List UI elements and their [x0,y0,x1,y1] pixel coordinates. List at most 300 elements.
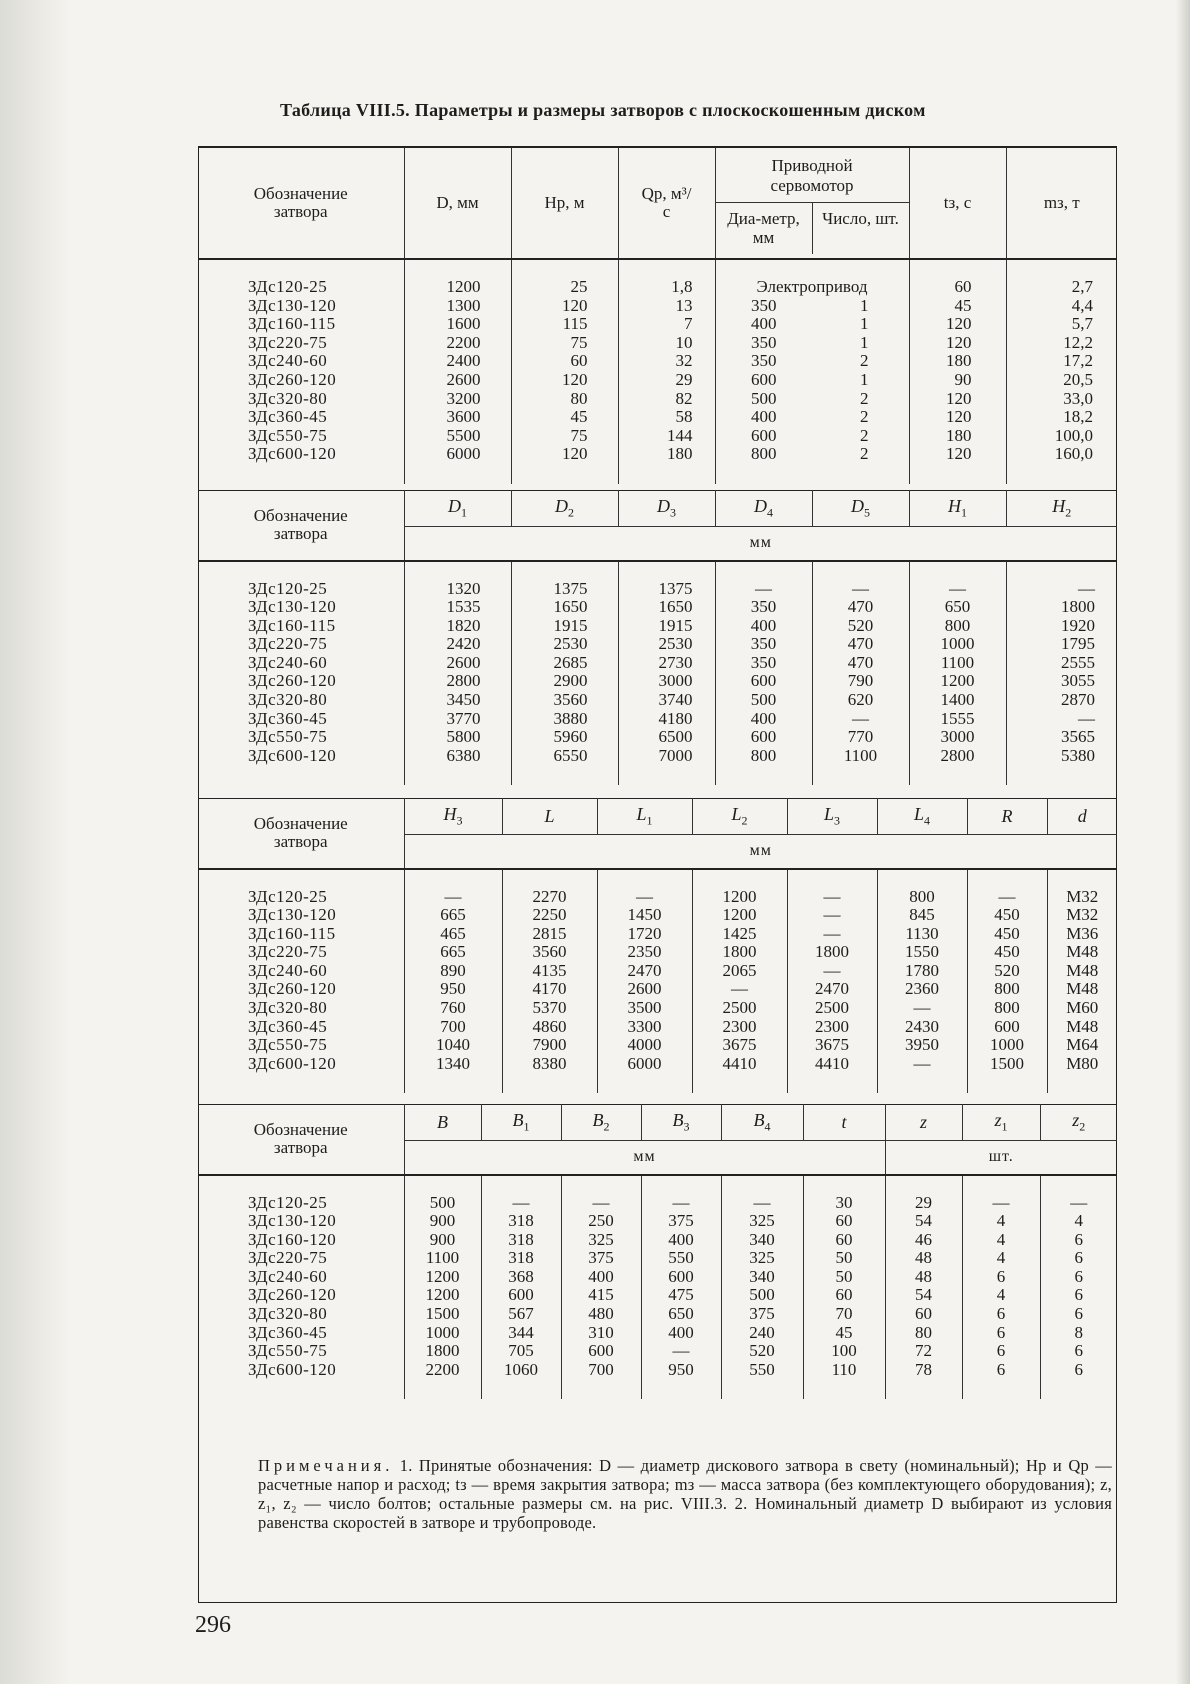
table-cell: 17,2 [1063,351,1094,371]
table-cell: — [731,979,748,999]
table-cell: 1100 [425,1248,460,1268]
table-cell: 60 [835,1211,853,1231]
table-cell: ЗДс240-60 [248,351,328,371]
table-cell: 1200 [722,905,757,925]
table-cell: ЗДс550-75 [248,727,328,747]
col-z2 [1040,1175,1117,1400]
table-cell: 350 [750,634,777,654]
table-cell: — [852,578,869,598]
table-cell: — [672,1341,690,1361]
table-cell: 1100 [940,652,975,672]
table-cell: 600 [751,425,777,445]
table-cell: — [672,1192,690,1212]
table-cell: М48 [1066,1016,1099,1036]
header-H2: $H_2$ [1006,491,1117,527]
table-cell: ЗДс160-115 [248,314,336,334]
header-H1: $H_1$ [909,491,1006,527]
table-cell: 20,5 [1063,369,1094,389]
table-cell: 7 [684,314,693,334]
table-cell: — [949,578,966,598]
table-cell: 1,8 [671,277,693,296]
table-cell: 3055 [1061,671,1095,691]
electric-drive-label: Электропривод [756,277,868,296]
header-D4: $D_4$ [715,491,812,527]
table-cell: 1200 [425,1266,460,1286]
table-cell: 6 [996,1341,1006,1361]
table-cell: 5800 [446,727,481,747]
table-cell: 6 [1074,1285,1083,1305]
table-cell: 4 [996,1211,1006,1231]
header-L2: $L_2$ [692,799,787,835]
table-cell: 450 [994,905,1020,925]
table-cell: 650 [668,1304,694,1324]
table-cell: ЗДс120-25 [248,578,328,598]
table-cell: 344 [508,1322,534,1342]
table-cell: 4860 [532,1016,567,1036]
table-cell: 890 [440,960,466,980]
notes-lead: Примечания. [258,1456,394,1475]
header-designation: Обозначение затвора [198,799,404,869]
table-cell: 250 [588,1211,614,1231]
table-cell: 1000 [990,1035,1024,1055]
table-cell: 705 [508,1341,534,1361]
table-cell: — [852,708,869,728]
table-cell: 1200 [446,277,481,296]
table-cell: — [1078,578,1095,598]
table-cell: 2 [860,407,869,427]
table-cell: 6 [996,1304,1006,1324]
table-cell: 700 [588,1359,614,1379]
table-cell: 2430 [905,1016,939,1036]
scan-edge-right [1176,0,1190,1684]
table-cell: — [592,1192,610,1212]
table-cell: 318 [508,1229,534,1249]
header-L: L [502,799,597,835]
table-cell: ЗДс130-120 [248,905,337,925]
table-cell: 2 [860,388,869,408]
table-cell: 6 [1074,1266,1083,1286]
table-cell: 1800 [815,942,849,962]
table-cell: 480 [588,1304,614,1324]
table-cell: — [1070,1192,1088,1212]
unit-mm: мм [404,835,1117,869]
table-cell: 2555 [1061,652,1095,672]
table-cell: 3000 [658,671,693,691]
table-cell: 72 [915,1341,932,1361]
table-cell: 6 [1074,1359,1083,1379]
table-cell: 2420 [446,634,481,654]
header-D3: $D_3$ [618,491,715,527]
table-cell: 2730 [658,652,693,672]
table-cell: ЗДс130-120 [248,597,337,617]
table-cell: 2530 [658,634,693,654]
table-cell: 12,2 [1063,332,1094,352]
table-cell: ЗДс220-75 [248,634,328,654]
table-cell: 1200 [940,671,975,691]
table-cell: 770 [847,727,874,747]
table-cell: М48 [1066,942,1099,962]
table-cell: 845 [909,905,935,925]
table-cell: — [913,998,931,1018]
table-cell: 650 [944,597,971,617]
table-cell: 500 [751,388,777,408]
table-cell: 1300 [446,295,481,315]
col-D [404,259,511,484]
col-d [1047,869,1117,1094]
table-cell: 2 [860,351,869,371]
table-cell: 100 [831,1341,857,1361]
table-cell: 60 [915,1304,932,1324]
table-cell: 75 [570,332,588,352]
header-servomotor: Приводной сервомотор [716,152,909,202]
table-cell: 4170 [532,979,567,999]
table-cell: 5,7 [1071,314,1094,334]
table-cell: 6000 [446,444,481,464]
table-cell: 415 [588,1285,614,1305]
table-cell: 6 [1074,1304,1083,1324]
table-cell: 500 [429,1192,456,1212]
table-cell: 325 [588,1229,614,1249]
table-cell: 80 [570,388,588,408]
table-block-dimensions-3 [198,1104,1117,1399]
table-cell: 620 [847,690,874,710]
header-B3: $B_3$ [641,1105,721,1141]
table-cell: 350 [750,597,777,617]
col-designation [198,259,404,484]
header-R: R [967,799,1047,835]
table-cell: 3200 [446,388,481,408]
table-cell: 90 [954,369,972,389]
table-cell: 48 [915,1248,932,1268]
table-cell: 2470 [815,979,849,999]
table-cell: 1375 [658,578,693,598]
table-cell: 54 [915,1285,932,1305]
table-cell: 240 [749,1322,775,1342]
table-cell: 45 [570,407,588,427]
table-cell: 120 [946,444,972,464]
table-cell: 520 [847,615,874,635]
table-cell: 1500 [990,1053,1024,1073]
table-notes [258,1457,1112,1533]
table-cell: 1130 [905,923,939,943]
table-cell: ЗДс160-115 [248,923,336,943]
table-cell: 2470 [627,960,662,980]
header-Qp: Qр, м³/с [618,147,715,259]
table-cell: 60 [954,277,972,296]
page-number: 296 [195,1612,231,1638]
header-L4: $L_4$ [877,799,967,835]
table-cell: — [823,886,841,906]
table-cell: 1340 [436,1053,470,1073]
header-d: d [1047,799,1117,835]
table-cell: 29 [675,369,693,389]
table-cell: 120 [946,388,972,408]
header-t3: tз, с [909,147,1006,259]
table-cell: 2065 [722,960,757,980]
table-cell: — [823,905,841,925]
table-cell: 78 [915,1359,932,1379]
table-cell: 800 [909,886,935,906]
col-designation [198,869,404,1094]
table-cell: 375 [668,1211,694,1231]
header-m3: mз, т [1006,147,1117,259]
header-D1: $D_1$ [404,491,511,527]
table-cell: 6 [996,1322,1006,1342]
table-cell: 800 [750,745,777,765]
table-cell: 1000 [940,634,975,654]
table-cell: ЗДс320-80 [248,388,328,408]
table-cell: 3880 [553,708,588,728]
table-cell: 60 [835,1229,853,1249]
header-z1: $z_1$ [962,1105,1040,1141]
col-servo-diameter [716,297,813,464]
table-cell: 567 [508,1304,534,1324]
table-cell: 180 [946,351,972,371]
scan-edge-left [0,0,70,1684]
table-cell: 2530 [553,634,588,654]
table-cell: 3740 [658,690,693,710]
table-cell: 1720 [627,923,662,943]
table-cell: 7900 [532,1035,567,1055]
header-servo-count: Число, шт. [822,208,899,228]
table-cell: 1920 [1061,615,1095,635]
table-cell: 3950 [905,1035,939,1055]
header-L1: $L_1$ [597,799,692,835]
table-cell: 375 [588,1248,614,1268]
col-B [404,1175,481,1400]
table-cell: 3675 [815,1035,849,1055]
col-L [502,869,597,1094]
table-cell: М36 [1066,923,1099,943]
table-cell: 2 [860,444,869,464]
table-caption: Таблица VIII.5. Параметры и размеры затворов с плоскоскошенным диском [280,100,926,120]
table-cell: 13 [675,295,693,315]
table-cell: 5500 [446,425,481,445]
table-cell: 2500 [815,998,849,1018]
table-cell: 350 [751,332,777,352]
table-cell: 1450 [627,905,662,925]
table-cell: ЗДс320-80 [248,1304,328,1324]
col-H1 [909,561,1006,786]
table-cell: ЗДс360-45 [248,1016,328,1036]
table-cell: 1 [860,369,869,389]
table-cell: 900 [429,1211,456,1231]
table-cell: М60 [1066,998,1099,1018]
table-cell: 600 [994,1016,1020,1036]
table-cell: М64 [1066,1035,1099,1055]
table-cell: М32 [1066,905,1099,925]
table-cell: 800 [994,979,1020,999]
col-Hp [511,259,618,484]
table-cell: 4410 [815,1053,849,1073]
table-cell: 6 [1074,1248,1083,1268]
table-cell: 3450 [446,690,481,710]
table-cell: ЗДс600-120 [248,444,337,464]
table-cell: 900 [429,1229,456,1249]
table-cell: — [992,1192,1010,1212]
table-cell: 350 [750,652,777,672]
table-cell: 6000 [627,1053,662,1073]
table-cell: 2360 [905,979,939,999]
table-cell: 1 [860,332,869,352]
table-cell: 400 [750,708,777,728]
table-cell: 2300 [722,1016,757,1036]
table-cell: 3600 [446,407,481,427]
table-cell: 470 [847,634,874,654]
table-cell: ЗДс120-25 [248,277,328,296]
col-D1 [404,561,511,786]
table-cell: М32 [1066,886,1099,906]
table-cell: М48 [1066,979,1099,999]
table-cell: 2685 [553,652,588,672]
table-cell: 1800 [425,1341,460,1361]
table-cell: 1915 [553,615,588,635]
table-cell: 800 [751,444,777,464]
table-cell: ЗДс550-75 [248,1341,328,1361]
table-cell: 144 [667,425,693,445]
table-cell: 500 [750,690,777,710]
table-cell: 2600 [446,369,481,389]
table-cell: — [753,1192,771,1212]
table-cell: 1800 [1061,597,1095,617]
unit-mm: мм [404,527,1117,561]
header-Hp: Hр, м [511,147,618,259]
table-cell: — [823,923,841,943]
table-cell: 60 [570,351,588,371]
table-cell: 80 [915,1322,932,1342]
table-cell: 8380 [532,1053,567,1073]
col-L3 [787,869,877,1094]
table-cell: 550 [749,1359,775,1379]
table-cell: 120 [562,295,588,315]
col-D2 [511,561,618,786]
header-t: t [803,1105,885,1141]
table-cell: 120 [946,314,972,334]
header-B2: $B_2$ [561,1105,641,1141]
table-cell: — [823,960,841,980]
table-cell: 2350 [627,942,662,962]
header-B4: $B_4$ [721,1105,803,1141]
table-cell: 2800 [446,671,481,691]
table-cell: ЗДс600-120 [248,1359,337,1379]
col-servomotor [715,259,909,484]
table-cell: 1200 [425,1285,460,1305]
table-cell: — [755,578,772,598]
table-cell: ЗДс600-120 [248,1053,337,1073]
table-cell: 2900 [553,671,588,691]
table-cell: 6 [1074,1341,1083,1361]
table-cell: 3560 [532,942,567,962]
table-cell: 6 [996,1359,1006,1379]
table-cell: 75 [570,425,588,445]
table-cell: ЗДс220-75 [248,332,328,352]
table-cell: 6500 [658,727,693,747]
table-cell: 600 [668,1266,694,1286]
table-cell: 1820 [446,615,481,635]
table-cell: ЗДс220-75 [248,1248,328,1268]
table-cell: 400 [668,1322,694,1342]
table-cell: 310 [588,1322,614,1342]
col-R [967,869,1047,1094]
table-cell: 180 [667,444,693,464]
table-cell: ЗДс240-60 [248,1266,328,1286]
table-cell: 1320 [446,578,481,598]
header-H3: $H_3$ [404,799,502,835]
table-cell: 368 [508,1266,534,1286]
table-cell: 120 [946,332,972,352]
table-cell: 600 [750,671,777,691]
table-cell: 470 [847,652,874,672]
table-cell: 4 [996,1248,1006,1268]
table-cell: 665 [440,905,466,925]
header-D5: $D_5$ [812,491,909,527]
table-cell: 340 [749,1229,775,1249]
table-cell: 2200 [446,332,481,352]
table-cell: 5380 [1061,745,1095,765]
table-cell: ЗДс360-45 [248,1322,328,1342]
table-cell: 1100 [843,745,878,765]
table-cell: 50 [835,1266,853,1286]
table-cell: 600 [751,369,777,389]
table-cell: ЗДс260-120 [248,671,337,691]
table-cell: 325 [749,1211,775,1231]
table-cell: 1425 [722,923,757,943]
table-cell: 3675 [722,1035,757,1055]
table-cell: 3500 [627,998,662,1018]
table-cell: 3560 [553,690,588,710]
table-cell: — [512,1192,530,1212]
table-cell: 4410 [722,1053,757,1073]
table-cell: ЗДс600-120 [248,745,337,765]
table-cell: 950 [668,1359,694,1379]
table-cell: 2600 [627,979,662,999]
table-cell: 58 [675,407,693,427]
table-cell: 2600 [446,652,481,672]
table-cell: 318 [508,1211,534,1231]
table-cell: 450 [994,942,1020,962]
unit-mm: мм [404,1141,885,1175]
table-cell: 54 [915,1211,932,1231]
header-designation: Обозначение затвора [198,1105,404,1175]
table-cell: 500 [749,1285,775,1305]
table-cell: 1 [860,295,869,315]
table-cell: 160,0 [1054,444,1094,464]
table-cell: 520 [994,960,1020,980]
col-H2 [1006,561,1117,786]
table-cell: 1040 [436,1035,470,1055]
table-cell: 180 [946,425,972,445]
table-cell: 340 [749,1266,775,1286]
table-cell: 400 [750,615,777,635]
table-cell: 1 [860,314,869,334]
col-m3 [1006,259,1117,484]
table-cell: 8 [1074,1322,1083,1342]
header-designation: Обозначение затвора [198,491,404,561]
table-cell: 4000 [627,1035,662,1055]
col-designation [198,561,404,786]
table-cell: 110 [831,1359,857,1379]
table-cell: 5960 [553,727,588,747]
table-cell: 600 [508,1285,534,1305]
table-cell: 4180 [658,708,693,728]
table-cell: — [636,886,653,906]
table-cell: 1550 [905,942,939,962]
table-cell: 6 [1074,1229,1083,1249]
col-t [803,1175,885,1400]
col-H3 [404,869,502,1094]
table-cell: ЗДс120-25 [248,1192,328,1212]
table-cell: 6380 [446,745,481,765]
